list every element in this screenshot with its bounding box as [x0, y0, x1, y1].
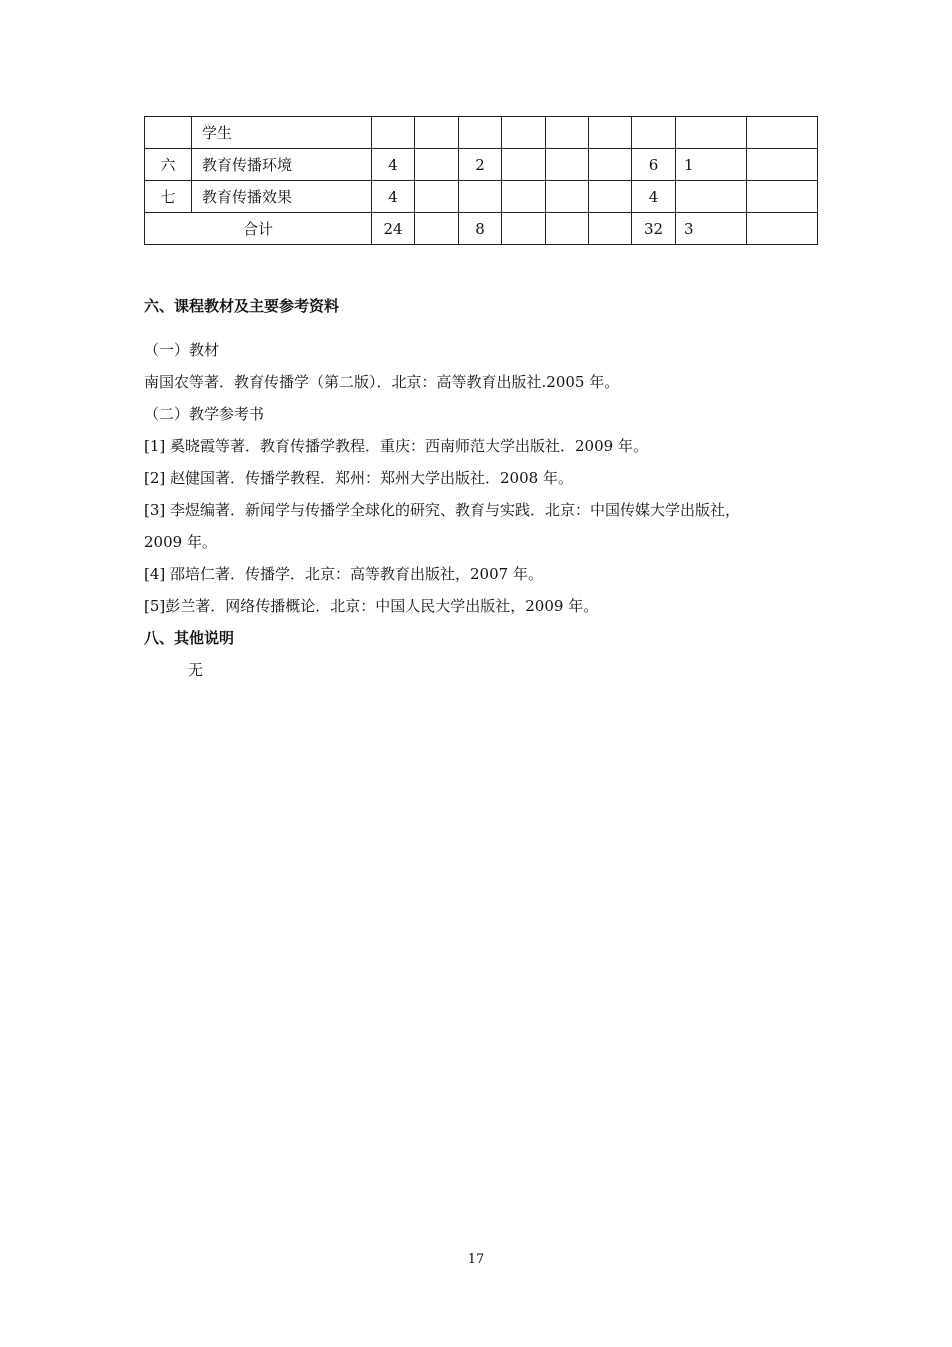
cell: 32: [632, 213, 676, 245]
cell: [502, 117, 546, 149]
cell: [502, 181, 546, 213]
cell: [459, 181, 502, 213]
cell: [415, 149, 459, 181]
table-total-row: [145, 213, 818, 245]
table-row: [145, 149, 818, 181]
cell: [502, 213, 546, 245]
cell: 4: [632, 181, 676, 213]
cell: [632, 117, 676, 149]
cell: [676, 117, 747, 149]
section8-heading: 八、其他说明: [144, 629, 235, 647]
cell: 4: [372, 181, 415, 213]
cell: [589, 181, 632, 213]
cell: [546, 117, 589, 149]
table-row: [145, 117, 818, 149]
cell: [459, 117, 502, 149]
cell: [589, 117, 632, 149]
reference-item: [2] 赵健国著．传播学教程．郑州：郑州大学出版社．2008 年。: [144, 469, 573, 487]
textbook-entry: 南国农等著．教育传播学（第二版）．北京：高等教育出版社.2005 年。: [144, 373, 620, 391]
cell: [415, 117, 459, 149]
cell: [546, 149, 589, 181]
cell: [415, 213, 459, 245]
section6-heading: 六、课程教材及主要参考资料: [144, 297, 340, 315]
reference-item: [1] 奚晓霞等著．教育传播学教程．重庆：西南师范大学出版社．2009 年。: [144, 437, 648, 455]
cell: [747, 149, 818, 181]
refs-label: （二）教学参考书: [144, 405, 265, 423]
cell: [415, 181, 459, 213]
cell: [589, 149, 632, 181]
cell: 4: [372, 149, 415, 181]
cell: [747, 213, 818, 245]
row-index: 七: [145, 181, 192, 213]
cell: 24: [372, 213, 415, 245]
total-label: 合计: [145, 213, 372, 245]
cell: 1: [676, 149, 747, 181]
cell: [502, 149, 546, 181]
cell: [546, 181, 589, 213]
cell: 3: [676, 213, 747, 245]
reference-item: [4] 邵培仁著．传播学．北京：高等教育出版社，2007 年。: [144, 565, 543, 583]
cell: [589, 213, 632, 245]
reference-item-continued: 2009 年。: [144, 533, 217, 551]
cell: [747, 117, 818, 149]
reference-item: [3] 李煜编著．新闻学与传播学全球化的研究、教育与实践．北京：中国传媒大学出版社，: [144, 501, 741, 519]
cell: [372, 117, 415, 149]
row-name: 学生: [192, 117, 372, 149]
table-row: [145, 181, 818, 213]
textbook-label: （一）教材: [144, 341, 220, 359]
cell: 8: [459, 213, 502, 245]
hours-table: [144, 116, 818, 245]
row-name: 教育传播效果: [192, 181, 372, 213]
row-index: [145, 117, 192, 149]
cell: [676, 181, 747, 213]
cell: 6: [632, 149, 676, 181]
cell: [546, 213, 589, 245]
page-number: 17: [467, 1252, 485, 1267]
reference-item: [5]彭兰著．网络传播概论．北京：中国人民大学出版社，2009 年。: [144, 597, 599, 615]
cell: [747, 181, 818, 213]
row-name: 教育传播环境: [192, 149, 372, 181]
section8-content: 无: [188, 661, 204, 679]
row-index: 六: [145, 149, 192, 181]
cell: 2: [459, 149, 502, 181]
